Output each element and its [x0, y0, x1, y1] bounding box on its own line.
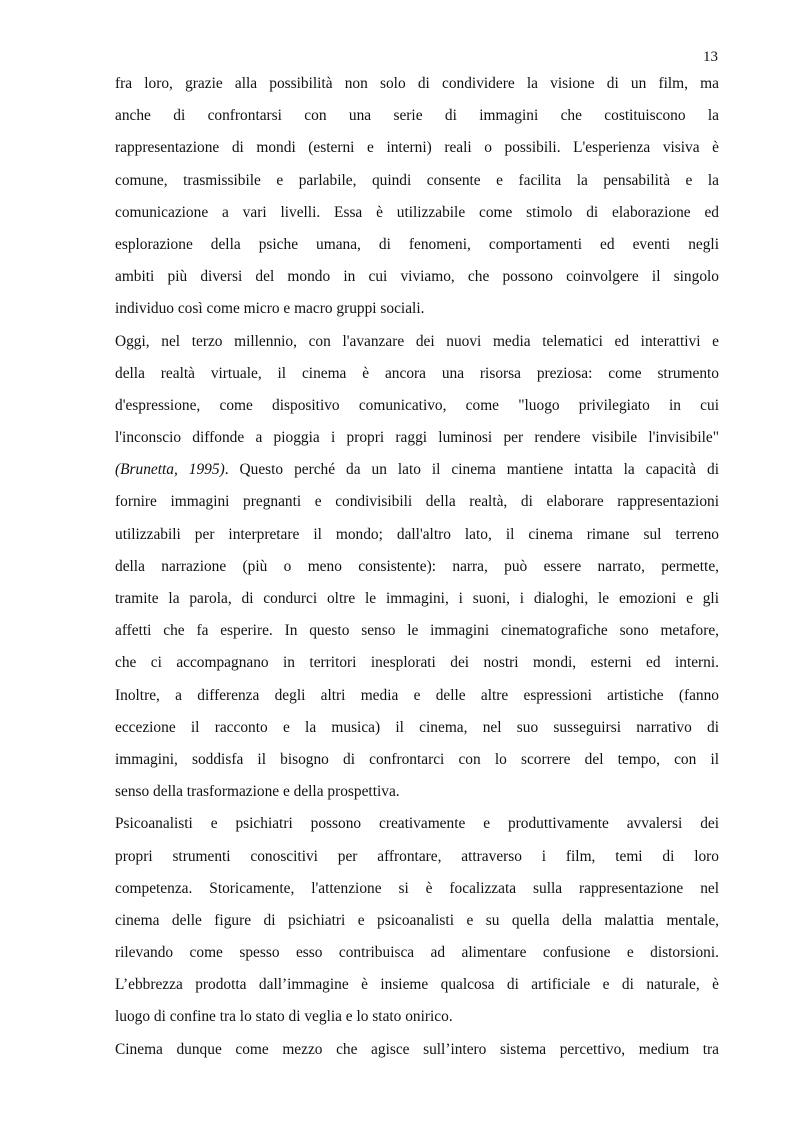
text-line [115, 873, 719, 905]
text-line [115, 680, 719, 712]
text-line [115, 841, 719, 873]
line-text: L’ebbrezza prodotta dall’immagine è insieme qualcosa di artificiale e di naturale, è [115, 976, 719, 994]
text-line [115, 326, 719, 358]
text-line [115, 776, 719, 808]
text-line [115, 519, 719, 551]
text-line [115, 905, 719, 937]
text-line [115, 358, 719, 390]
line-text: utilizzabili per interpretare il mondo; dall'altro lato, il cinema rimane sul terreno [115, 525, 719, 543]
line-text: anche di confrontarsi con una serie di immagini che costituiscono la [115, 107, 719, 125]
line-text: . Questo perché da un lato il cinema mantiene intatta la capacità di [224, 461, 719, 479]
text-line [115, 744, 719, 776]
text-line [115, 808, 719, 840]
line-text: d'espressione, come dispositivo comunicativo, come "luogo privilegiato in cui [115, 396, 719, 414]
text-line [115, 197, 719, 229]
line-text: rilevando come spesso esso contribuisca ad alimentare confusione e distorsioni. [115, 944, 719, 962]
text-line [115, 165, 719, 197]
line-text: immagini, soddisfa il bisogno di confrontarci con lo scorrere del tempo, con il [115, 750, 719, 768]
line-text: tramite la parola, di condurci oltre le immagini, i suoni, i dialoghi, le emozioni e gli [115, 590, 719, 607]
text-line [115, 615, 719, 647]
body-text [115, 68, 719, 1066]
line-text: individuo così come micro e macro gruppi sociali. [115, 300, 425, 318]
line-text: comunicazione a vari livelli. Essa è utilizzabile come stimolo di elaborazione ed [115, 203, 719, 221]
text-line [115, 454, 719, 486]
line-text: competenza. Storicamente, l'attenzione si è focalizzata sulla rappresentazione nel [115, 879, 719, 897]
line-text: Oggi, nel terzo millennio, con l'avanzare dei nuovi media telematici ed interattivi e [115, 332, 719, 350]
line-text: affetti che fa esperire. In questo senso le immagini cinematografiche sono metafore, [115, 622, 719, 640]
text-line [115, 1001, 719, 1033]
text-line [115, 68, 719, 100]
line-text: fornire immagini pregnanti e condivisibili della realtà, di elaborare rappresentazioni [115, 493, 719, 511]
line-text: senso della trasformazione e della prospettiva. [115, 783, 400, 801]
text-line [115, 100, 719, 132]
line-text: che ci accompagnano in territori inesplorati dei nostri mondi, esterni ed interni. [115, 654, 719, 672]
line-text: cinema delle figure di psichiatri e psicoanalisti e su quella della malattia mentale, [115, 911, 719, 929]
line-text: Psicoanalisti e psichiatri possono creativamente e produttivamente avvalersi dei [115, 815, 719, 833]
text-line [115, 583, 719, 615]
line-text: luogo di confine tra lo stato di veglia e lo stato onirico. [115, 1008, 453, 1026]
text-line [115, 969, 719, 1001]
line-text: Inoltre, a differenza degli altri media e delle altre espressioni artistiche (fanno [115, 686, 719, 704]
line-text: rappresentazione di mondi (esterni e interni) reali o possibili. L'esperienza visiva è [115, 139, 719, 157]
text-line [115, 293, 719, 325]
text-line [115, 647, 719, 679]
text-line [115, 422, 719, 454]
line-text: fra loro, grazie alla possibilità non solo di condividere la visione di un film, ma [115, 75, 719, 92]
line-text: Cinema dunque come mezzo che agisce sull’intero sistema percettivo, medium tra [115, 1040, 719, 1058]
line-text: l'inconscio diffonde a pioggia i propri raggi luminosi per rendere visibile l'invisibile" [115, 429, 719, 447]
text-line [115, 486, 719, 518]
text-line [115, 229, 719, 261]
text-line [115, 390, 719, 422]
line-text: ambiti più diversi del mondo in cui viviamo, che possono coinvolgere il singolo [115, 268, 719, 286]
citation: (Brunetta, 1995) [115, 461, 225, 479]
text-line [115, 937, 719, 969]
page-number: 13 [703, 49, 718, 65]
line-text: propri strumenti conoscitivi per affrontare, attraverso i film, temi di loro [115, 847, 719, 865]
text-line [115, 1034, 719, 1066]
text-line [115, 712, 719, 744]
text-line [115, 261, 719, 293]
line-text: della narrazione (più o meno consistente): narra, può essere narrato, permette, [115, 557, 719, 575]
text-line [115, 551, 719, 583]
line-text: della realtà virtuale, il cinema è ancora una risorsa preziosa: come strumento [115, 364, 719, 382]
line-text: esplorazione della psiche umana, di fenomeni, comportamenti ed eventi negli [115, 235, 719, 253]
line-text: comune, trasmissibile e parlabile, quindi consente e facilita la pensabilità e la [115, 171, 719, 189]
text-line [115, 132, 719, 164]
line-text: eccezione il racconto e la musica) il cinema, nel suo susseguirsi narrativo di [115, 718, 719, 736]
